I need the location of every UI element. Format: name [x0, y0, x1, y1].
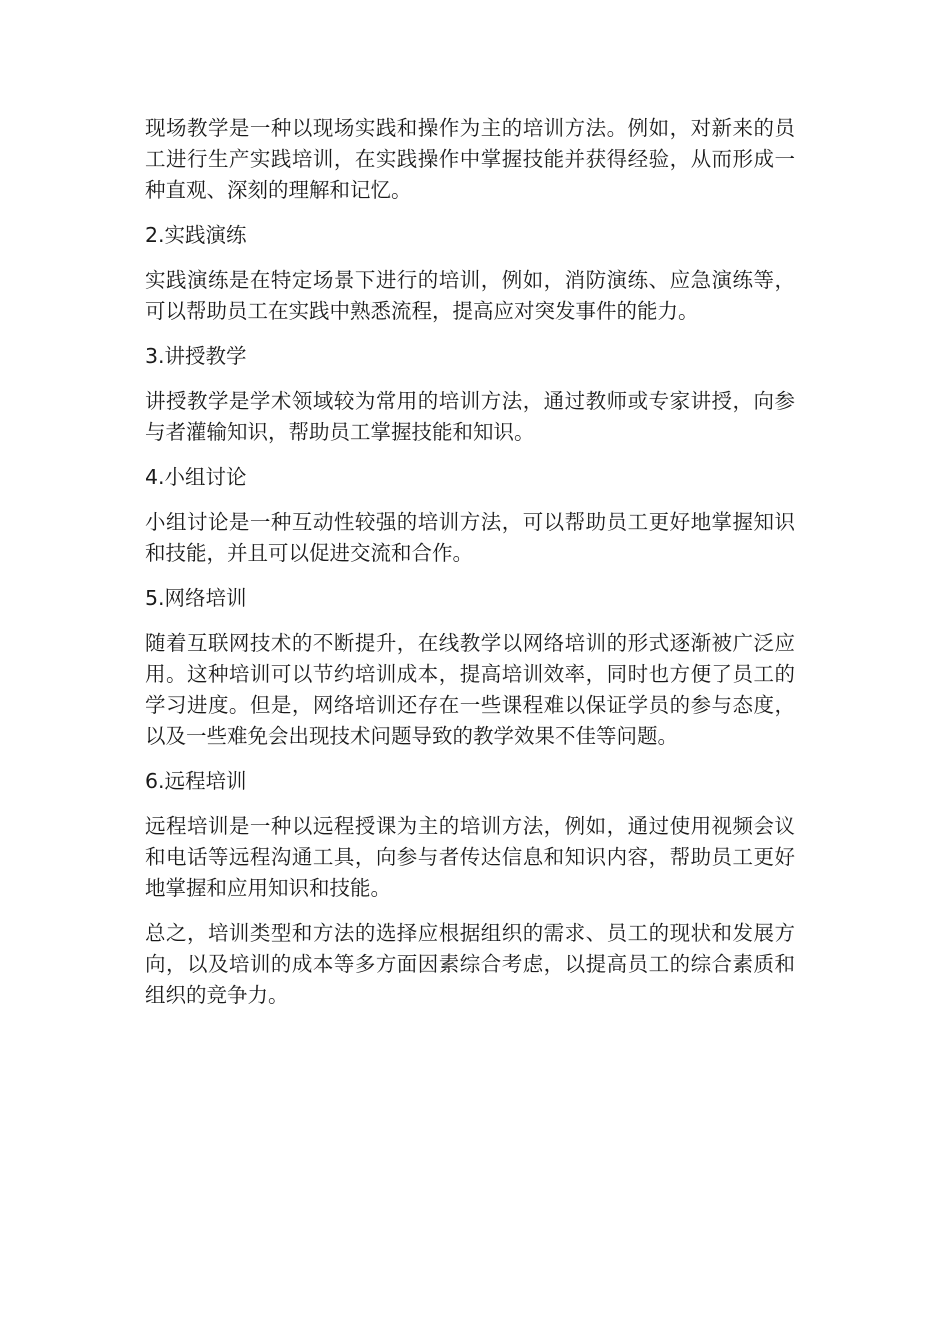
paragraph-online-training: 随着互联网技术的不断提升，在线教学以网络培训的形式逐渐被广泛应用。这种培训可以节约培训成本，提高培训效率，同时也方便了员工的学习进度。但是，网络培训还存在一些课程难以保证学员的参与态度，以及一些难免会出现技术问题导致的教学效果不佳等问题。: [145, 631, 795, 748]
heading-group-discussion: 4.小组讨论: [145, 465, 247, 489]
paragraph-lecture-teaching: 讲授教学是学术领域较为常用的培训方法，通过教师或专家讲授，向参与者灌输知识，帮助员工掌握技能和知识。: [145, 389, 795, 444]
paragraph-onsite-teaching: 现场教学是一种以现场实践和操作为主的培训方法。例如，对新来的员工进行生产实践培训，在实践操作中掌握技能并获得经验，从而形成一种直观、深刻的理解和记忆。: [145, 116, 795, 202]
heading-practice-drill: 2.实践演练: [145, 223, 247, 247]
heading-lecture-teaching: 3.讲授教学: [145, 344, 247, 368]
paragraph-practice-drill: 实践演练是在特定场景下进行的培训，例如，消防演练、应急演练等，可以帮助员工在实践中熟悉流程，提高应对突发事件的能力。: [145, 268, 795, 323]
heading-remote-training: 6.远程培训: [145, 769, 247, 793]
document-page: [145, 113, 795, 1025]
paragraph-conclusion: 总之，培训类型和方法的选择应根据组织的需求、员工的现状和发展方向，以及培训的成本等多方面因素综合考虑，以提高员工的综合素质和组织的竞争力。: [145, 921, 795, 1007]
paragraph-remote-training: 远程培训是一种以远程授课为主的培训方法，例如，通过使用视频会议和电话等远程沟通工具，向参与者传达信息和知识内容，帮助员工更好地掌握和应用知识和技能。: [145, 814, 795, 900]
paragraph-group-discussion: 小组讨论是一种互动性较强的培训方法，可以帮助员工更好地掌握知识和技能，并且可以促进交流和合作。: [145, 510, 795, 565]
heading-online-training: 5.网络培训: [145, 586, 247, 610]
